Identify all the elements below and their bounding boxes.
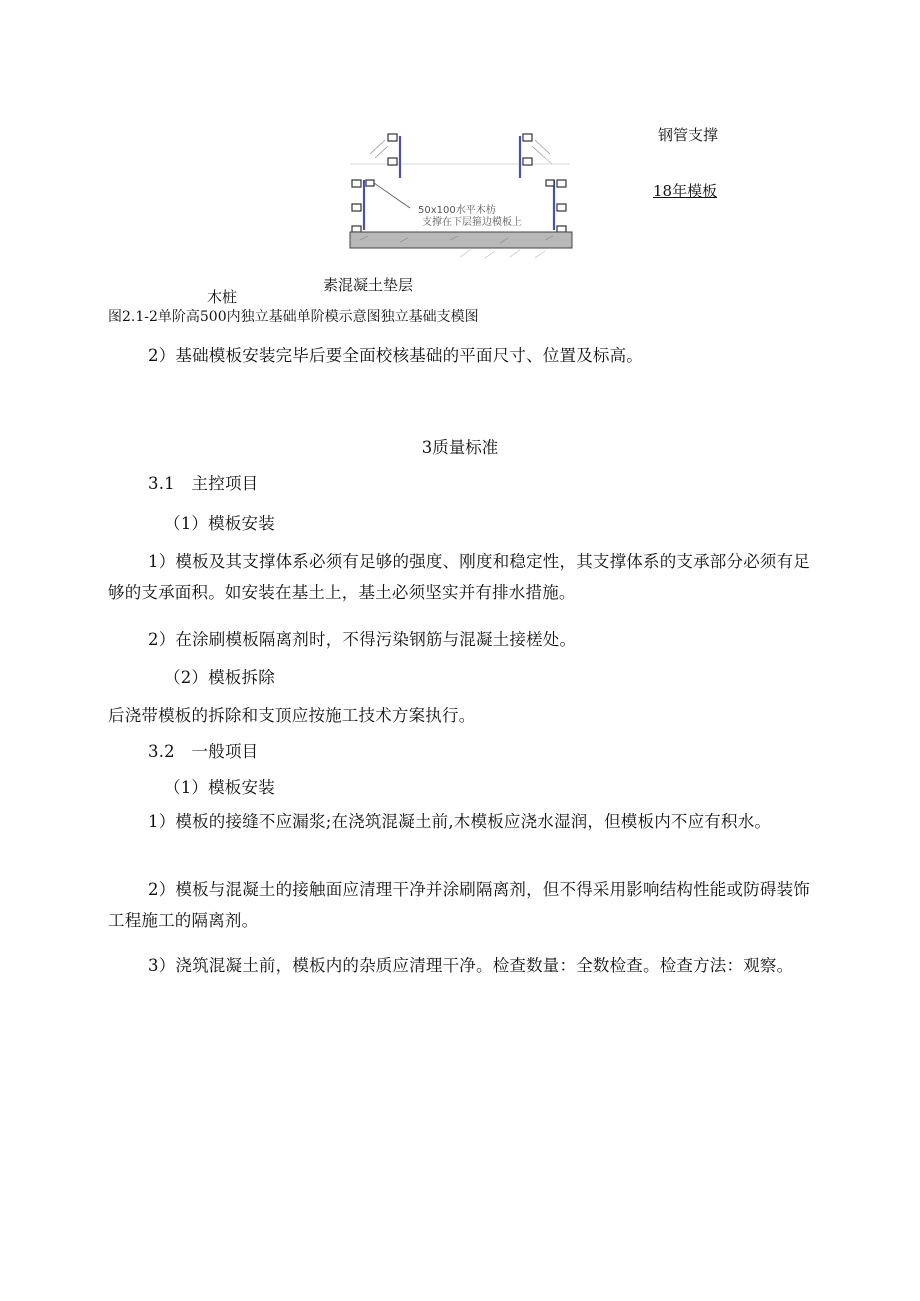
paragraph-3-2-1-item-1: 1）模板的接缝不应漏浆;在浇筑混凝土前,木模板应浇水湿润，但模板内不应有积水。: [148, 812, 772, 831]
label-plain-concrete-cushion: 素混凝土垫层: [323, 276, 414, 294]
paragraph-3-1-1-item-2: 2）在涂刷模板隔离剂时，不得污染钢筋与混凝土接槎处。: [148, 630, 577, 649]
diagram-inner-label-1: 50x100水平木枋: [418, 205, 496, 216]
paragraph-3-1-1-item-1: 1）模板及其支撑体系必须有足够的强度、刚度和稳定性，其支撑体系的支承部分必须有足够的支承面积。如安装在基土上，基土必须坚实并有排水措施。: [108, 552, 810, 602]
heading-3-1-formwork-installation: （1）模板安装: [164, 514, 275, 533]
diagram-inner-label-2: 支撑在下层箍边模板上: [422, 217, 522, 228]
label-steel-pipe-support: 钢管支撑: [658, 126, 719, 144]
section-title-quality-standard: 3质量标准: [421, 438, 499, 457]
heading-3-1-formwork-removal: （2）模板拆除: [164, 668, 275, 687]
heading-3-2-formwork-installation: （1）模板安装: [164, 778, 275, 797]
heading-3-2: 3.2 一般项目: [148, 742, 259, 761]
figure-caption: 图2.1-2单阶高500内独立基础单阶模示意图独立基础支模图: [108, 309, 479, 325]
paragraph-3-2-1-item-2: 2）模板与混凝土的接触面应清理干净并涂刷隔离剂，但不得采用影响结构性能或防碍装饰工程施工的隔离剂。: [108, 880, 810, 930]
paragraph-3-2-1-item-3: 3）浇筑混凝土前，模板内的杂质应清理干净。检查数量：全数检查。检查方法：观察。: [148, 956, 794, 975]
foundation-formwork-diagram: [340, 122, 580, 272]
label-wood-pile: 木桩: [207, 288, 238, 306]
label-18-formwork: 18年模板: [653, 182, 718, 200]
heading-3-1: 3.1 主控项目: [148, 474, 259, 493]
paragraph-3-1-2-item-1: 后浇带模板的拆除和支顶应按施工技术方案执行。: [108, 706, 476, 725]
paragraph-check-dimensions: 2）基础模板安装完毕后要全面校核基础的平面尺寸、位置及标高。: [148, 346, 643, 365]
